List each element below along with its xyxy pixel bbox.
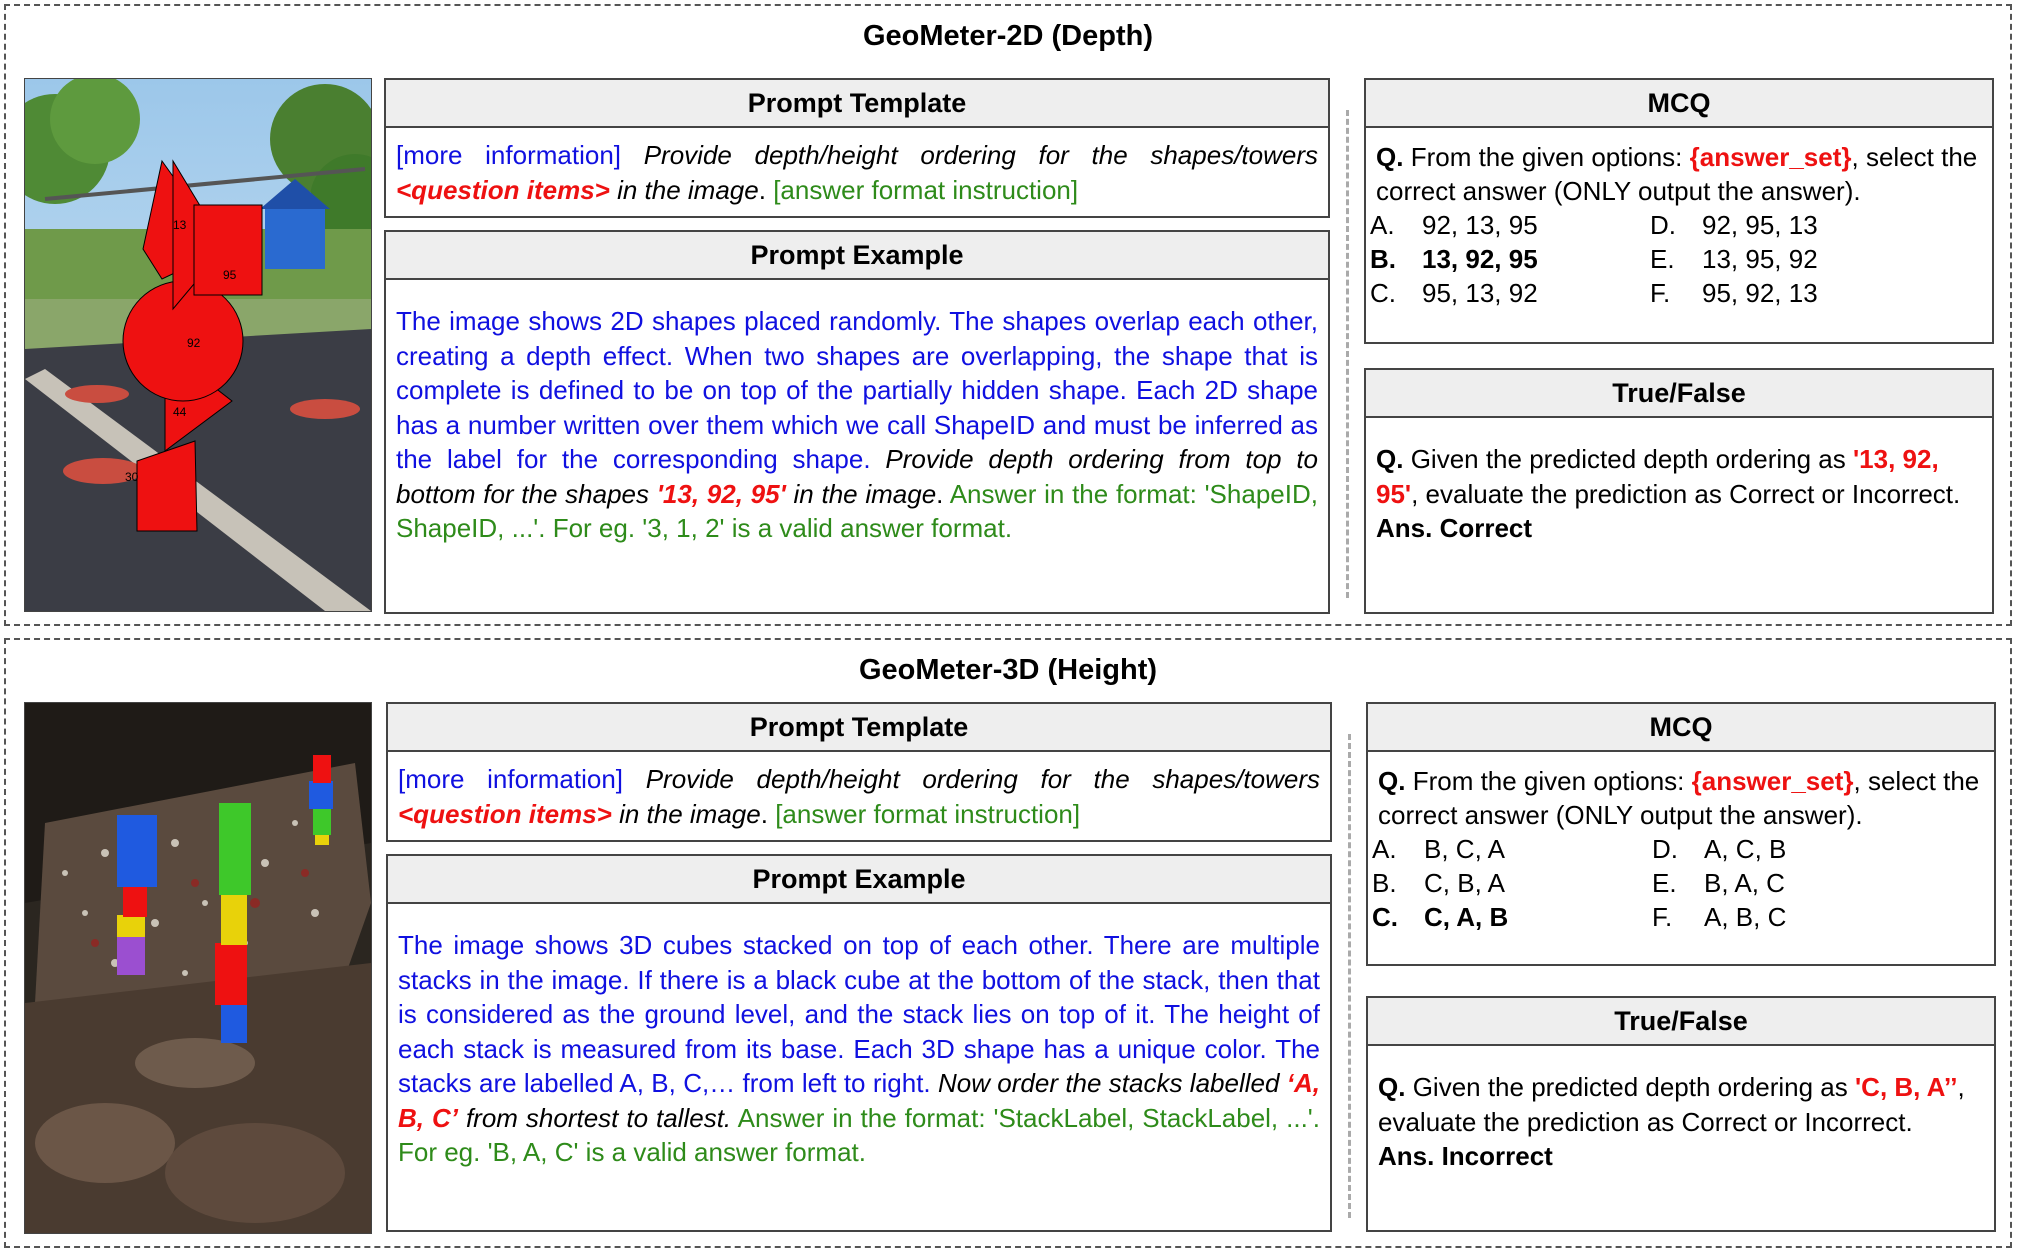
mcq-question: Q. From the given options: {answer_set}, select the correct answer (ONLY output the answer). A. B, C, A D. A, C, B B. C, B, A E. B, A, C C. C, A, B F. A, B, C	[1368, 752, 1994, 934]
mcq-box	[1364, 78, 1994, 344]
mcq-option: D. 92, 95, 13	[1650, 210, 1818, 240]
question-items-tag: <question items>	[398, 798, 612, 829]
mcq-option: D. A, C, B	[1652, 834, 1787, 864]
prompt-example-header: Prompt Example	[388, 856, 1330, 904]
shape-label-92: 92	[187, 336, 201, 350]
prompt-template-header: Prompt Template	[386, 80, 1328, 128]
tf-header: True/False	[1368, 998, 1994, 1046]
mcq-header: MCQ	[1366, 80, 1992, 128]
dashed-divider	[1346, 110, 1349, 598]
mcq-question: Q. From the given options: {answer_set}, select the correct answer (ONLY output the answer). A. 92, 13, 95 D. 92, 95, 13 B. 13, 92, 95 E. 13, 95, 92 C. 95, 13, 92 F. 95, 92, 13	[1366, 128, 1992, 310]
geometer-3d-section	[4, 638, 2012, 1248]
prompt-template-box	[384, 78, 1330, 218]
more-info-tag: [more information]	[396, 140, 621, 170]
prompt-example-text: The image shows 3D cubes stacked on top of each other. There are multiple stacks in the image. If there is a black cube at the bottom of the stack, then that is considered as the ground level, and the stack lies on top of it. The height of each stack is measured from its base. Each 3D shape has a unique color. The stacks are labelled A, B, C,… from left to right. Now order the stacks labelled ‘A, B, C’ from shortest to tallest. Answer in the format: 'StackLabel, StackLabel, ...'. For eg. 'B, A, C' is a valid answer format.	[398, 930, 1320, 1167]
mcq-option: E. B, A, C	[1652, 868, 1785, 898]
mcq-option: A. B, C, A	[1372, 834, 1505, 864]
question-items-tag: <question items>	[396, 174, 610, 205]
mcq-header: MCQ	[1368, 704, 1994, 752]
format-instr-tag: [answer format instruction]	[775, 798, 1081, 829]
mcq-option-correct: C. C, A, B	[1372, 902, 1509, 932]
prompt-template-header: Prompt Template	[388, 704, 1330, 752]
prompt-template-text: [more information] Provide depth/height ordering for the shapes/towers <question items> in the image. [answer format instruction]	[396, 140, 1318, 205]
mcq-option: E. 13, 95, 92	[1650, 244, 1818, 274]
true-false-box	[1366, 996, 1996, 1232]
section-title: GeoMeter-3D (Height)	[858, 654, 1158, 686]
mcq-option: F. A, B, C	[1652, 902, 1787, 932]
mcq-box	[1366, 702, 1996, 966]
more-info-tag: [more information]	[398, 764, 623, 794]
prompt-template-box	[386, 702, 1332, 842]
prompt-example-box	[384, 230, 1330, 614]
prompt-example-header: Prompt Example	[386, 232, 1328, 280]
mcq-option: C. 95, 13, 92	[1370, 278, 1538, 308]
prompt-example-text: The image shows 2D shapes placed randomly. The shapes overlap each other, creating a depth effect. When two shapes are overlapping, the shape that is complete is defined to be on top of the partially hidden shape. Each 2D shape has a number written over them which we call ShapeID and must be inferred as the label for the corresponding shape. Provide depth ordering from top to bottom for the shapes '13, 92, 95' in the image. Answer in the format: 'ShapeID, ShapeID, ...'. For eg. '3, 1, 2' is a valid answer format.	[396, 306, 1319, 543]
tf-header: True/False	[1366, 370, 1992, 418]
geometer-2d-section	[4, 4, 2012, 626]
tf-answer: Ans. Incorrect	[1378, 1141, 1553, 1171]
shape-label-95: 95	[223, 268, 237, 282]
dashed-divider	[1348, 734, 1351, 1218]
tf-question: Q. Given the predicted depth ordering as '13, 92, 95', evaluate the prediction as Correct or Incorrect. Ans. Correct	[1366, 418, 1992, 546]
format-instr-tag: [answer format instruction]	[773, 174, 1079, 205]
prompt-template-text: [more information] Provide depth/height ordering for the shapes/towers <question items> in the image. [answer format instruction]	[398, 764, 1320, 829]
mcq-option-correct: B. 13, 92, 95	[1370, 244, 1538, 274]
mcq-options	[1372, 832, 1984, 934]
playground-image	[24, 78, 372, 612]
prompt-example-box	[386, 854, 1332, 1232]
tf-answer: Ans. Correct	[1376, 513, 1533, 543]
tf-question: Q. Given the predicted depth ordering as 'C, B, A’’, evaluate the prediction as Correct or Incorrect. Ans. Incorrect	[1368, 1046, 1994, 1174]
shape-label-13: 13	[173, 218, 187, 232]
shape-label-44: 44	[173, 405, 187, 419]
mcq-option: A. 92, 13, 95	[1370, 210, 1538, 240]
true-false-box	[1364, 368, 1994, 614]
mcq-options	[1370, 208, 1982, 310]
mcq-option: F. 95, 92, 13	[1650, 278, 1818, 308]
section-title: GeoMeter-2D (Depth)	[862, 20, 1153, 52]
shape-label-30: 30	[125, 470, 139, 484]
mcq-option: B. C, B, A	[1372, 868, 1505, 898]
stacked-cubes-image	[24, 702, 372, 1234]
